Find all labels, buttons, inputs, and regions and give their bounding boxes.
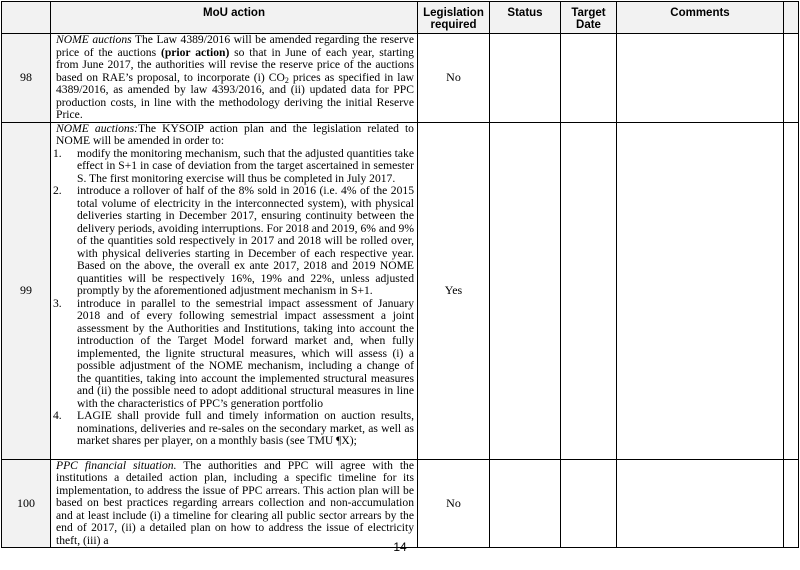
mou-action-cell <box>51 122 418 459</box>
page-number: 14 <box>393 540 407 554</box>
action-text: The Law 4389/2016 will be amended regarding the reserve price of the auctions <box>56 33 415 59</box>
legislation-required-value: No <box>418 459 490 548</box>
list-item-text: introduce in parallel to the semestrial impact assessment of January 2018 and of every following semestrial impact assessment a joint assessment by the Authorities and Institutions, taking into account the introduction of the Target Model forward market and, when fully implemented, the lignite structural measures, which will assess (i) a possible adjustment of the NOME mechanism, including a change of the quantities, taking into account the implemented structural measures and (ii) the possible need to adopt additional structural measures in line with the characteristics of PPC’s generation portfolio <box>77 296 414 410</box>
action-text: The authorities and PPC will agree with the institutions a detailed action plan, including a specific timeline for its implementation, to address the issue of PPC arrears. This action plan will be based on best practices regarding arrears collection and non-accumulation and at least include (i) a timeline for clearing all public sector arrears by the end of 2017, (ii) a detailed plan on how to address the issue of electricity theft, (iii) a <box>56 458 414 547</box>
table-row <box>2 122 799 459</box>
action-text: so that in June of each year, starting from June 2017, the authorities will revise the reserve price of the auctions based on RAE’s proposal, to incorporate (i) CO <box>56 45 414 84</box>
row-number: 100 <box>2 459 51 548</box>
row-number: 98 <box>2 34 51 123</box>
list-item-number: 1. <box>53 146 62 160</box>
status-cell <box>490 34 561 123</box>
header-target-date: Target Date <box>561 2 617 34</box>
action-paragraph <box>51 34 417 122</box>
list-item <box>51 410 414 448</box>
comments-cell <box>617 459 784 548</box>
header-spacer <box>784 2 799 34</box>
list-item-number: 4. <box>53 409 62 422</box>
spacer-cell <box>784 122 799 459</box>
table-row <box>2 459 799 548</box>
header-mou-action: MoU action <box>51 2 418 34</box>
action-paragraph <box>51 123 417 148</box>
list-item-number: 2. <box>53 184 62 197</box>
header-number <box>2 2 51 34</box>
target-date-cell <box>561 459 617 548</box>
list-item-text: modify the monitoring mechanism, such that the adjusted quantities take effect in S+1 in case of deviation from the target ascertained in semester S. The first monitoring exercise will thus be completed in July 2017. <box>77 146 414 185</box>
action-heading: NOME auctions: <box>56 121 139 135</box>
action-text: The KYSOIP action plan and the legislation related to NOME will be amended in order to: <box>56 121 414 147</box>
legislation-required-value: Yes <box>418 122 490 459</box>
comments-cell <box>617 122 784 459</box>
action-list <box>51 148 417 448</box>
table-header-row <box>2 2 799 34</box>
mou-action-cell <box>51 459 418 548</box>
header-status: Status <box>490 2 561 34</box>
status-cell <box>490 122 561 459</box>
mou-action-cell <box>51 34 418 123</box>
prior-action-label: (prior action) <box>160 45 230 59</box>
header-legislation-required: Legislation required <box>418 2 490 34</box>
header-comments: Comments <box>617 2 784 34</box>
legislation-required-value: No <box>418 34 490 123</box>
action-heading: NOME auctions <box>56 33 132 46</box>
list-item <box>51 185 414 298</box>
row-number: 99 <box>2 122 51 459</box>
list-item <box>51 298 414 411</box>
status-cell <box>490 459 561 548</box>
target-date-cell <box>561 122 617 459</box>
list-item-text: LAGIE shall provide full and timely information on auction results, nominations, deliveries and re-sales on the secondary market, as well as market shares per player, on a monthly basis (see TMU ¶X); <box>77 409 414 447</box>
list-item <box>51 148 414 186</box>
comments-cell <box>617 34 784 123</box>
subscript: 2 <box>284 75 289 85</box>
action-paragraph <box>51 460 417 548</box>
table-row <box>2 34 799 123</box>
list-item-text: introduce a rollover of half of the 8% sold in 2016 (i.e. 4% of the 2015 total volume of electricity in the interconnected system), with physical deliveries starting in December 2017, ensuring continuity between the delivery periods, avoiding interruptions. For 2018 and 2019, 6% and 9% of the quantities sold respectively in 2017 and 2018 will be rolled over, with physical deliveries starting in December of each respective year. Based on the above, the overall ex ante 2017, 2018 and 2019 NOME quantities will be respectively 16%, 19% and 22%, unless adjusted promptly by the aforementioned adjustment mechanism in S+1. <box>77 184 414 297</box>
mou-actions-table <box>1 1 799 548</box>
spacer-cell <box>784 34 799 123</box>
target-date-cell <box>561 34 617 123</box>
action-text: prices as specified in law 4389/2016, as amended by law 4393/2016, and (ii) updated data for PPC production costs, in line with the methodology deriving the initial Reserve Price. <box>56 70 414 121</box>
list-item-number: 3. <box>53 296 62 310</box>
action-heading: PPC financial situation. <box>56 458 177 472</box>
spacer-cell <box>784 459 799 548</box>
